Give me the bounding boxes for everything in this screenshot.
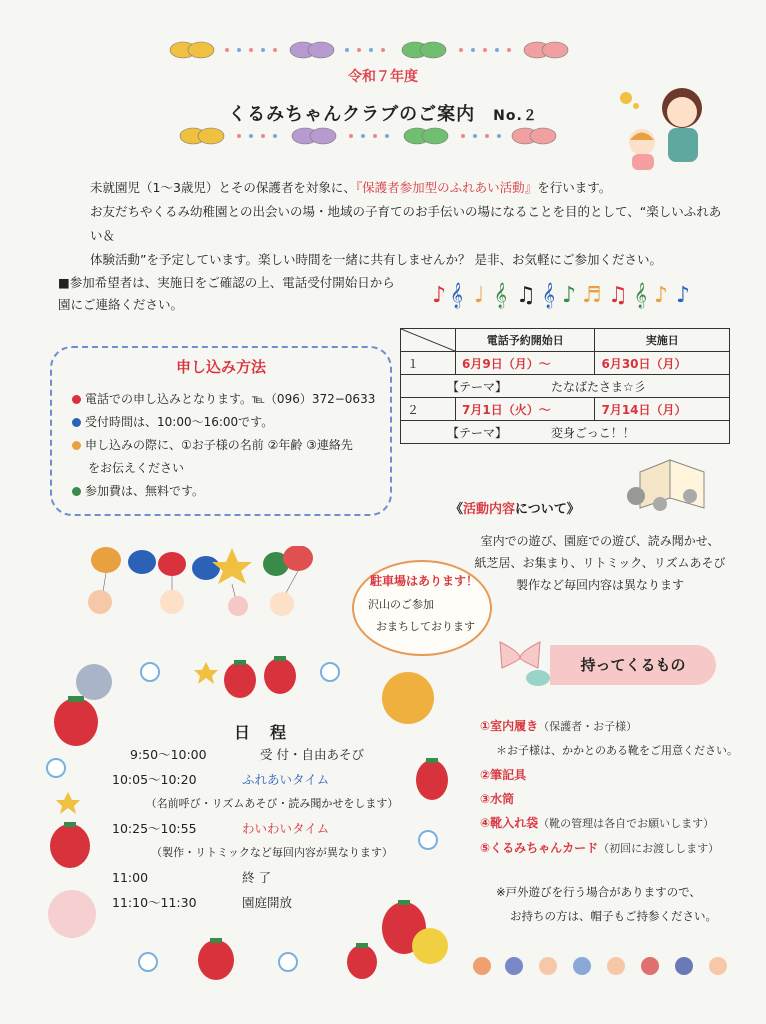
outdoor-note-line: ※戸外遊びを行う場合がありますので、 (496, 885, 701, 899)
intro-line-1-post: を行います。 (537, 180, 612, 195)
svg-text:♬: ♬ (582, 283, 602, 308)
red-dot-icon (72, 395, 81, 404)
apply-note-line-2: 園にご連絡ください。 (58, 297, 184, 312)
schedule-list (112, 742, 432, 915)
event-date: 6月30日（月） (595, 352, 730, 375)
row-number: ２ (401, 398, 456, 421)
svg-text:♫: ♫ (608, 283, 628, 308)
parking-available-text: 駐車場はあります！ (370, 574, 479, 588)
svg-text:𝄞: 𝄞 (450, 283, 464, 308)
schedule-title: 日程 (234, 723, 307, 742)
diagonal-line (401, 329, 455, 351)
schedule-row (112, 890, 432, 915)
activity-heading-colored: 活動内容 (463, 502, 516, 517)
blue-dot-icon (72, 418, 81, 427)
row-number: １ (401, 352, 456, 375)
orange-dot-icon (72, 441, 81, 450)
schedule-row (112, 767, 432, 792)
bring-item-detail: ＊お子様は、かかとのある靴をご用意ください。 (496, 744, 738, 757)
bring-items-list (480, 714, 750, 861)
session-table (400, 328, 730, 444)
green-dot-icon (72, 487, 81, 496)
list-item (72, 434, 375, 457)
bring-item-name: ⑤くるみちゃんカード (480, 841, 599, 855)
schedule-row (112, 816, 432, 841)
bring-item-name: ④靴入れ袋 (480, 816, 539, 830)
method-item-text: をお伝えください (88, 461, 185, 475)
schedule-note: （名前呼び・リズムあそび・読み聞かせをします） (145, 797, 399, 810)
bring-items-banner: 持ってくるもの (550, 645, 716, 685)
table-corner-cell (401, 329, 456, 352)
outdoor-note (496, 880, 756, 928)
svg-text:𝄞: 𝄞 (542, 283, 556, 308)
booking-date: 6月9日（月）～ (456, 352, 595, 375)
parking-speech-bubble (352, 560, 492, 656)
application-method-box (50, 346, 392, 516)
svg-text:♪: ♪ (654, 283, 669, 308)
schedule-note: （製作・リトミックなど毎回内容が異なります） (151, 846, 393, 859)
schedule-row (112, 865, 432, 890)
intro-text (90, 176, 730, 272)
table-theme-row (401, 421, 730, 444)
schedule-event: わいわいタイム (242, 821, 330, 836)
list-item (480, 739, 750, 763)
table-row (401, 398, 730, 421)
activity-heading (450, 498, 580, 517)
bring-item-name: ②筆記具 (480, 768, 527, 782)
activity-heading-open: 《 (450, 502, 464, 517)
balloons-kids-illustration (76, 546, 322, 622)
top-ribbon-decoration (165, 38, 585, 62)
theme-cell (401, 375, 730, 398)
activity-line: 紙芝居、お集まり、リトミック、リズムあそび (474, 556, 726, 570)
schedule-row (130, 742, 432, 767)
title-text: くるみちゃんクラブのご案内 (228, 104, 476, 125)
theme-name: たなばたさま☆彡 (551, 379, 646, 394)
intro-line-2: お友だちやくるみ幼稚園との出会いの場・地域の子育てのお手伝いの場になることを目的として、“楽しいふれあい＆ (90, 204, 722, 243)
application-method-list (72, 388, 375, 503)
list-item (72, 457, 375, 480)
svg-text:♪: ♪ (562, 283, 577, 308)
method-item-text: 申し込みの際に、①お子様の名前 ②年齢 ③連絡先 (85, 438, 353, 452)
mother-child-illustration (612, 80, 722, 175)
bring-item-name: ③水筒 (480, 792, 515, 806)
year-label: 令和７年度 (348, 69, 418, 85)
event-date: 7月14日（月） (595, 398, 730, 421)
parking-text-2: 沢山のご参加 (368, 598, 434, 611)
intro-line-1-pre: 未就園児（1～3歳児）とその保護者を対象に、 (90, 180, 356, 195)
issue-number: No.２ (493, 108, 538, 124)
intro-highlight: 『保護者参加型のふれあい活動』 (355, 180, 538, 195)
schedule-time: 11:00 (112, 870, 149, 885)
schedule-event: 園庭開放 (242, 895, 293, 910)
list-item (480, 787, 750, 811)
list-item (480, 714, 750, 739)
intro-line-3: 体験活動”を予定しています。楽しい時間を一緒に共有しませんか？ 是非、お気軽にご参加ください。 (90, 252, 662, 267)
bring-item-name: ①室内履き (480, 719, 539, 733)
activity-heading-close: について》 (515, 502, 580, 517)
head-booking: 電話予約開始日 (456, 329, 595, 352)
bring-item-note: （初回にお渡しします） (598, 842, 720, 855)
method-item-text: 参加費は、無料です。 (85, 484, 205, 498)
svg-text:♪: ♪ (432, 283, 447, 308)
bring-item-note: （保護者・お子様） (538, 720, 638, 733)
parking-text-3: おまちしております (376, 620, 475, 633)
schedule-time: 10:25～10:55 (112, 821, 197, 836)
apply-note (58, 272, 398, 316)
list-item (480, 811, 750, 836)
book-mice-illustration (620, 452, 724, 514)
svg-text:♪: ♪ (676, 283, 691, 308)
schedule-event: ふれあいタイム (242, 772, 330, 787)
booking-date: 7月1日（火）～ (456, 398, 595, 421)
table-row (401, 352, 730, 375)
list-item (72, 388, 375, 411)
schedule-time: 10:05～10:20 (112, 772, 197, 787)
list-item (480, 836, 750, 861)
theme-cell (401, 421, 730, 444)
theme-name: 変身ごっこ！！ (551, 425, 635, 440)
method-item-text: 電話での申し込みとなります。℡（096）372−0633 (85, 392, 376, 406)
intro-line-1 (90, 176, 730, 200)
outdoor-note-line: お持ちの方は、帽子もご持参ください。 (510, 909, 717, 923)
music-notes-decoration (432, 276, 712, 310)
list-item (72, 411, 375, 434)
schedule-event: 受 付・自由あそび (260, 747, 364, 762)
list-item (72, 480, 375, 503)
table-header-row (401, 329, 730, 352)
svg-text:♫: ♫ (516, 283, 536, 308)
activity-line: 室内での遊び、園庭での遊び、読み聞かせ、 (480, 534, 720, 548)
table-theme-row (401, 375, 730, 398)
activity-line: 製作など毎回内容は異なります (515, 578, 684, 592)
activity-description (470, 530, 730, 596)
svg-text:𝄞: 𝄞 (634, 283, 648, 308)
bring-item-note: （靴の管理は各自でお願いします） (538, 817, 715, 830)
svg-text:♩: ♩ (474, 283, 485, 308)
schedule-time: 9:50～10:00 (130, 747, 207, 762)
hats-row-decoration (470, 950, 740, 980)
list-item (480, 763, 750, 787)
theme-label: 【テーマ】 (447, 425, 508, 440)
schedule-event: 終 了 (242, 870, 271, 885)
method-item-text: 受付時間は、10:00～16:00です。 (85, 415, 274, 429)
svg-text:𝄞: 𝄞 (494, 283, 508, 308)
theme-label: 【テーマ】 (447, 379, 508, 394)
schedule-time: 11:10～11:30 (112, 895, 197, 910)
head-date: 実施日 (595, 329, 730, 352)
application-method-title: 申し込み方法 (175, 358, 266, 376)
bottom-ribbon-decoration (165, 124, 585, 148)
apply-note-line-1: ■参加希望者は、実施日をご確認の上、電話受付開始日から (58, 275, 395, 290)
